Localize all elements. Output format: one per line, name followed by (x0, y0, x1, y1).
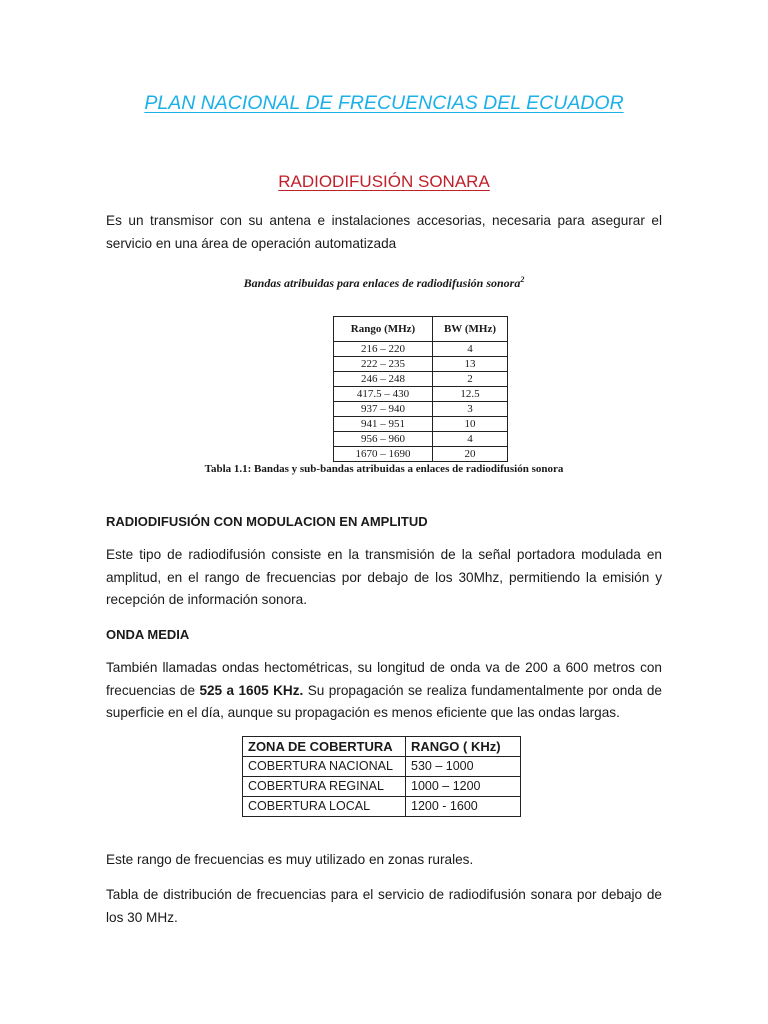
onda-frequency-range: 525 a 1605 KHz. (199, 682, 304, 698)
table-row (243, 777, 521, 797)
onda-line-2 (106, 680, 662, 703)
coverage-range: 1200 - 1600 (406, 797, 521, 817)
band-range: 937 – 940 (334, 402, 433, 417)
am-line-1: Este tipo de radiodifusión consiste en la transmisión de la señal portadora modulada en (106, 547, 662, 562)
table-row (243, 757, 521, 777)
am-heading: RADIODIFUSIÓN CON MODULACION EN AMPLITUD (106, 514, 428, 529)
onda-line-3: superficie en el día, aunque su propagación es menos eficiente que las ondas largas. (106, 705, 620, 720)
band-bw: 2 (433, 372, 508, 387)
bands-caption-text: Bandas atribuidas para enlaces de radiodifusión sonora (243, 276, 521, 290)
band-bw: 20 (433, 447, 508, 462)
table-row (334, 372, 508, 387)
closing-line: Este rango de frecuencias es muy utilizado en zonas rurales. (106, 852, 474, 867)
bands-table-header-row (334, 317, 508, 342)
band-range: 216 – 220 (334, 342, 433, 357)
band-range: 222 – 235 (334, 357, 433, 372)
band-range: 1670 – 1690 (334, 447, 433, 462)
intro-line-2: servicio en una área de operación automatizada (106, 235, 397, 251)
band-range: 246 – 248 (334, 372, 433, 387)
table-row (334, 432, 508, 447)
table-row (334, 417, 508, 432)
coverage-zone: COBERTURA REGINAL (243, 777, 406, 797)
closing-line-2: Tabla de distribución de frecuencias para el servicio de radiodifusión sonara por debajo de (106, 887, 662, 902)
coverage-zone: COBERTURA NACIONAL (243, 757, 406, 777)
onda-media-heading: ONDA MEDIA (106, 627, 190, 642)
section-title: RADIODIFUSIÓN SONARA (278, 172, 490, 191)
coverage-range: 530 – 1000 (406, 757, 521, 777)
bands-header-range: Rango (MHz) (334, 317, 433, 342)
coverage-range: 1000 – 1200 (406, 777, 521, 797)
bands-figure-caption (0, 275, 768, 291)
bands-table (333, 316, 508, 462)
onda-line-1: También llamadas ondas hectométricas, su longitud de onda va de 200 a 600 metros con (106, 660, 662, 675)
page-title: PLAN NACIONAL DE FRECUENCIAS DEL ECUADOR (144, 92, 624, 114)
band-bw: 12.5 (433, 387, 508, 402)
closing-paragraph-2 (106, 884, 662, 929)
table-row (334, 402, 508, 417)
coverage-zone: COBERTURA LOCAL (243, 797, 406, 817)
bands-caption-footnote: 2 (520, 275, 525, 284)
bands-table-caption: Tabla 1.1: Bandas y sub-bandas atribuidas a enlaces de radiodifusión sonora (204, 463, 564, 475)
table-row (243, 797, 521, 817)
table-row (334, 387, 508, 402)
band-bw: 10 (433, 417, 508, 432)
closing-paragraph-1 (106, 849, 662, 872)
am-line-3: recepción de información sonora. (106, 592, 307, 607)
onda-line-2-post: Su propagación se realiza fundamentalmente por onda de (303, 682, 662, 698)
coverage-header-row (243, 737, 521, 757)
am-line-2: amplitud, en el rango de frecuencias por debajo de los 30Mhz, permitiendo la emisión y (106, 569, 662, 585)
table-row (334, 357, 508, 372)
onda-media-paragraph (106, 657, 662, 725)
table-row (334, 342, 508, 357)
band-bw: 4 (433, 342, 508, 357)
band-bw: 3 (433, 402, 508, 417)
band-bw: 13 (433, 357, 508, 372)
coverage-header-zone: ZONA DE COBERTURA (243, 737, 406, 757)
band-bw: 4 (433, 432, 508, 447)
coverage-header-range: RANGO ( KHz) (406, 737, 521, 757)
bands-header-bw: BW (MHz) (433, 317, 508, 342)
coverage-table (242, 736, 521, 817)
band-range: 941 – 951 (334, 417, 433, 432)
band-range: 956 – 960 (334, 432, 433, 447)
closing-line-3: los 30 MHz. (106, 909, 178, 925)
table-row (334, 447, 508, 462)
intro-line-1: Es un transmisor con su antena e instalaciones accesorias, necesaria para asegurar el (106, 213, 662, 228)
onda-line-2-pre: frecuencias de (106, 682, 200, 698)
am-paragraph (106, 544, 662, 612)
band-range: 417.5 – 430 (334, 387, 433, 402)
intro-paragraph (106, 210, 662, 255)
